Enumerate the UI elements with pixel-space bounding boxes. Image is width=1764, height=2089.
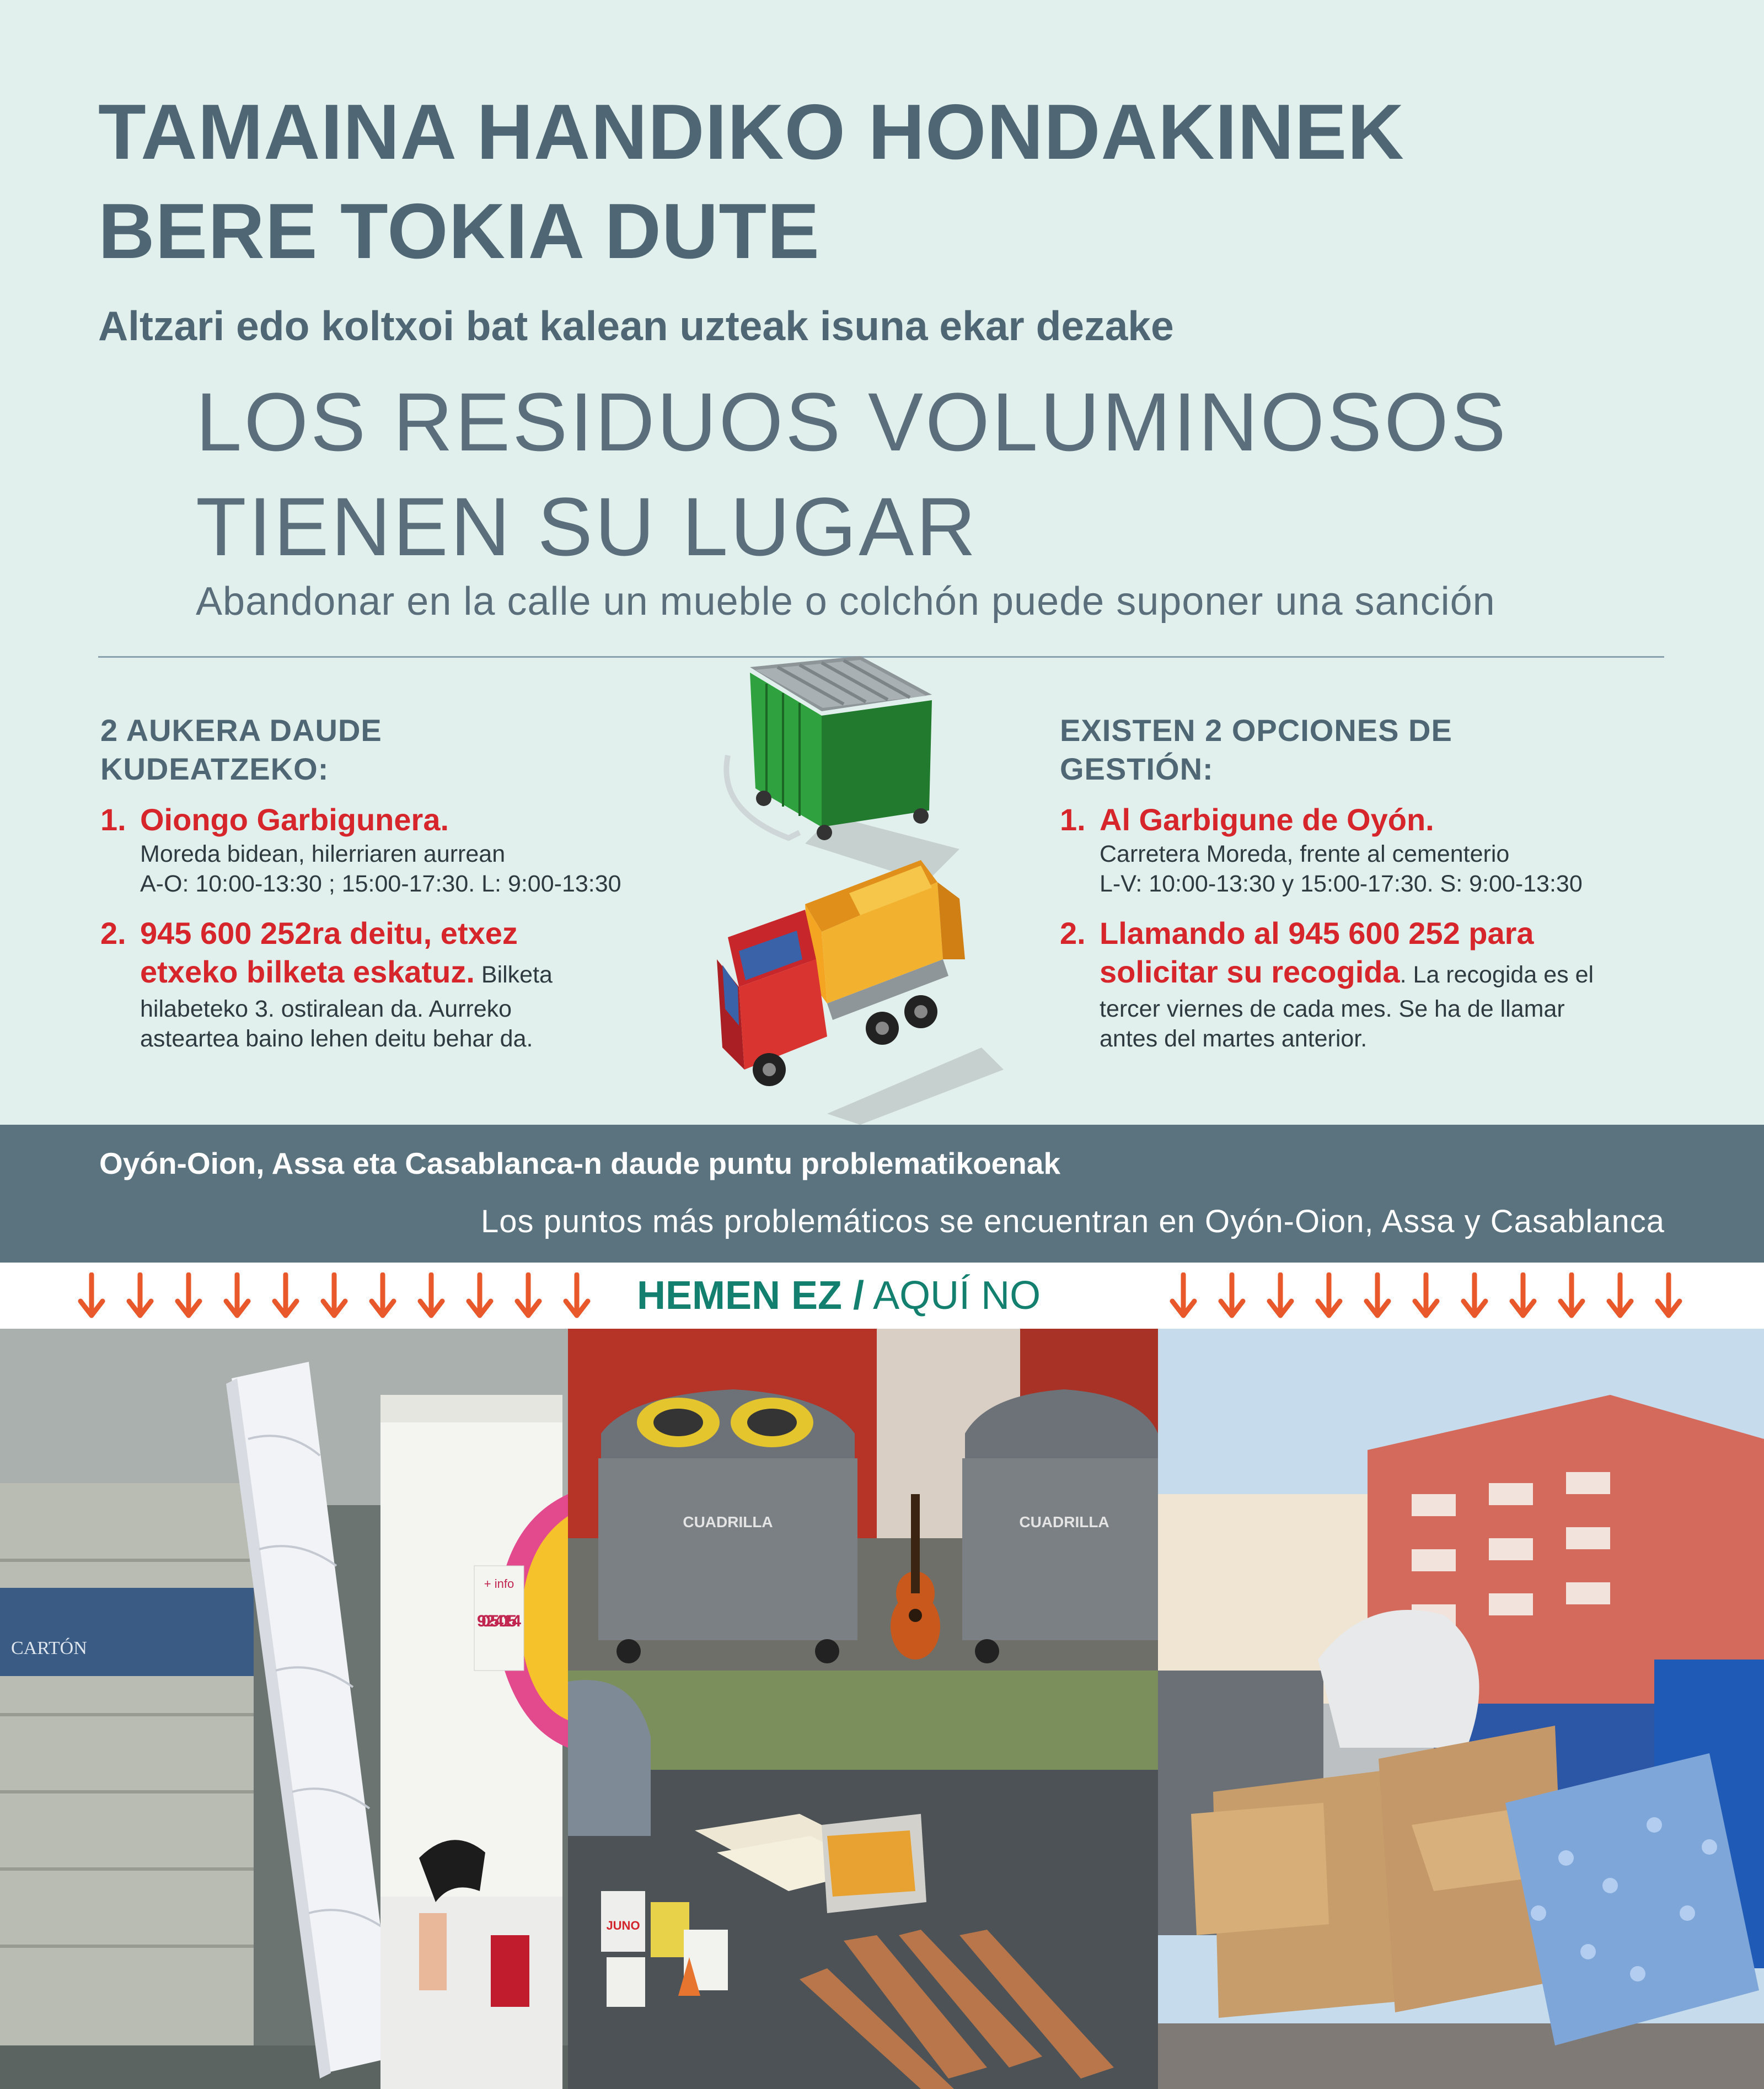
photo-cardboard-and-mattress — [1158, 1329, 1764, 2089]
option-inline-text: Bilketa — [474, 962, 553, 988]
spanish-option-1 — [1060, 801, 1666, 899]
down-arrow-icon — [417, 1272, 446, 1319]
basque-title-line1: TAMAINA HANDIKO HONDAKINEK — [98, 88, 1404, 176]
option-head-text: etxeko bilketa eskatuz. — [140, 954, 475, 989]
option-number: 1. — [100, 802, 126, 837]
down-arrow-icon — [126, 1272, 154, 1319]
down-arrow-icon — [1412, 1272, 1440, 1319]
info-number: 902 540 154 — [477, 1612, 521, 1630]
option-line: L-V: 10:00-13:30 y 15:00-17:30. S: 9:00-13:30 — [1100, 871, 1583, 897]
band-spanish-text: Los puntos más problemáticos se encuentran en Oyón-Oion, Assa y Casablanca — [480, 1204, 1665, 1239]
heading-line1: 2 AUKERA DAUDE — [100, 713, 382, 748]
option-number: 1. — [1060, 802, 1086, 837]
option-line: hilabeteko 3. ostiralean da. Aurreko — [140, 996, 512, 1022]
option-head-text: solicitar su recogida — [1100, 954, 1400, 989]
basque-options-heading — [100, 711, 652, 788]
info-label: + info — [484, 1577, 514, 1591]
down-arrow-icon — [1266, 1272, 1295, 1319]
down-arrow-icon — [77, 1272, 106, 1319]
option-head: 945 600 252ra deitu, etxez — [140, 916, 518, 950]
not-here-basque: HEMEN EZ / — [637, 1274, 865, 1318]
spanish-title-line2: TIENEN SU LUGAR — [196, 480, 978, 573]
down-arrow-icon — [1218, 1272, 1246, 1319]
spanish-option-2 — [1060, 914, 1666, 1054]
paint-bucket-label: JUNO — [606, 1919, 640, 1932]
option-head: Llamando al 945 600 252 para — [1100, 916, 1534, 950]
basque-subtitle: Altzari edo koltxoi bat kalean uzteak isuna ekar dezake — [98, 303, 1174, 349]
option-head-cont — [1100, 953, 1666, 994]
option-inline-text: . La recogida es el — [1400, 962, 1594, 988]
option-line: tercer viernes de cada mes. Se ha de llamar — [1100, 996, 1565, 1022]
down-arrow-icon — [1606, 1272, 1634, 1319]
dumpster-icon — [726, 656, 932, 840]
heading-line2: KUDEATZEKO: — [100, 751, 329, 786]
heading-line1: EXISTEN 2 OPCIONES DE — [1060, 713, 1452, 748]
not-here-spanish: AQUÍ NO — [864, 1274, 1041, 1318]
down-arrow-icon — [514, 1272, 543, 1319]
basque-option-1 — [100, 801, 652, 899]
option-line: asteartea baino lehen deitu behar da. — [140, 1025, 533, 1052]
option-number: 2. — [1060, 916, 1086, 950]
option-line: antes del martes anterior. — [1100, 1025, 1368, 1052]
photo-collage — [0, 1329, 1764, 2089]
down-arrow-icon — [271, 1272, 300, 1319]
down-arrow-icon — [1169, 1272, 1198, 1319]
option-head-cont — [140, 953, 652, 994]
down-arrow-icon — [562, 1272, 591, 1319]
option-line: Carretera Moreda, frente al cementerio — [1100, 841, 1510, 867]
heading-line2: GESTIÓN: — [1060, 751, 1214, 786]
down-arrow-icon — [1509, 1272, 1537, 1319]
photo-containers-with-guitar — [568, 1329, 1158, 1671]
container-label: CUADRILLA — [1019, 1513, 1109, 1530]
spanish-title-line1: LOS RESIDUOS VOLUMINOSOS — [196, 375, 1508, 468]
option-line: A-O: 10:00-13:30 ; 15:00-17:30. L: 9:00-13:30 — [140, 871, 621, 897]
spanish-subtitle: Abandonar en la calle un mueble o colchón puede suponer una sanción — [196, 579, 1495, 624]
spanish-options — [1060, 711, 1666, 1069]
basque-title — [98, 83, 1404, 281]
spanish-options-heading — [1060, 711, 1666, 788]
not-here-label — [637, 1272, 1041, 1319]
option-head: Al Garbigune de Oyón. — [1100, 802, 1434, 837]
arrows-left — [77, 1272, 591, 1319]
down-arrow-icon — [223, 1272, 251, 1319]
down-arrow-icon — [465, 1272, 494, 1319]
illustration-container-and-truck — [695, 651, 1004, 1125]
container-label: CUADRILLA — [683, 1513, 773, 1530]
carton-label: CARTÓN — [11, 1638, 87, 1658]
option-number: 2. — [100, 916, 126, 950]
option-head: Oiongo Garbigunera. — [140, 802, 449, 837]
option-line: Moreda bidean, hilerriaren aurrean — [140, 841, 506, 867]
down-arrow-icon — [1363, 1272, 1392, 1319]
band-basque-text: Oyón-Oion, Assa eta Casablanca-n daude puntu problematikoenak — [99, 1146, 1061, 1180]
basque-options — [100, 711, 652, 1069]
photo-mattress-and-containers — [0, 1329, 568, 2089]
not-here-strip — [0, 1263, 1764, 1329]
garbage-truck-icon — [717, 860, 965, 1086]
down-arrow-icon — [1557, 1272, 1586, 1319]
basque-option-2 — [100, 914, 652, 1054]
down-arrow-icon — [1460, 1272, 1489, 1319]
down-arrow-icon — [1315, 1272, 1343, 1319]
photo-debris-on-pavement — [568, 1671, 1158, 2089]
spanish-title — [196, 369, 1508, 579]
down-arrow-icon — [320, 1272, 348, 1319]
down-arrow-icon — [174, 1272, 203, 1319]
problem-points-band — [0, 1125, 1764, 1263]
basque-title-line2: BERE TOKIA DUTE — [98, 187, 820, 275]
down-arrow-icon — [368, 1272, 397, 1319]
down-arrow-icon — [1654, 1272, 1683, 1319]
arrows-right — [1169, 1272, 1683, 1319]
